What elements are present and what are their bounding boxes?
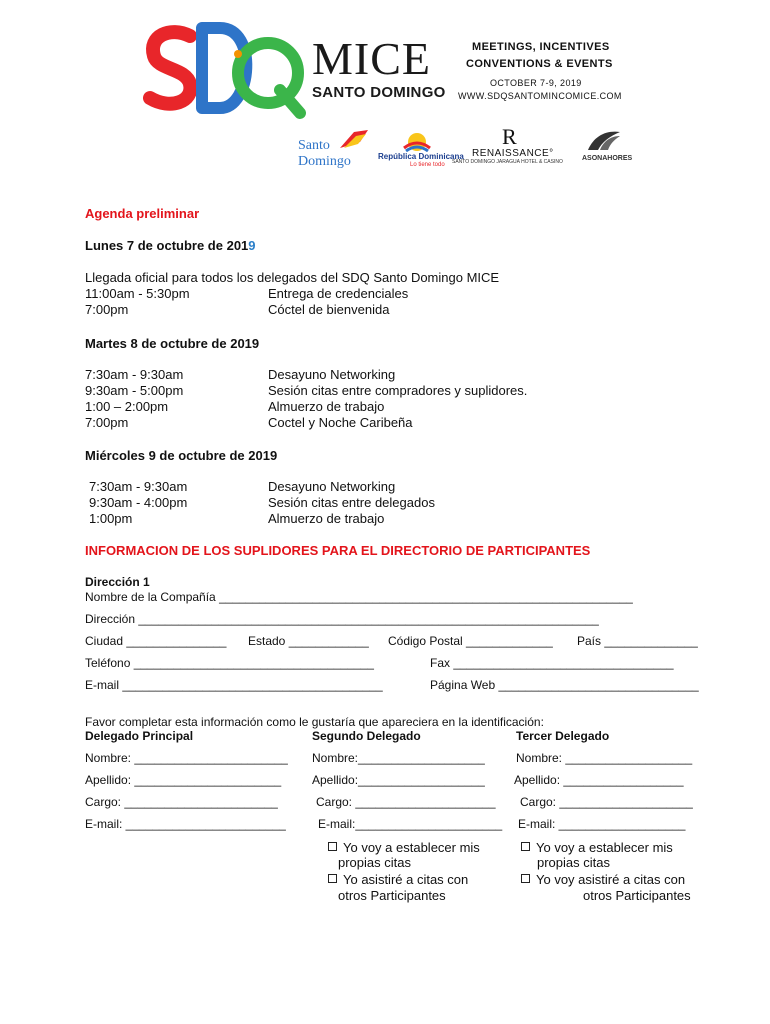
day2-event: Desayuno Networking (268, 367, 396, 382)
tagline-line-1: MEETINGS, INCENTIVES (472, 41, 610, 53)
website-field[interactable]: Página Web ______________________________ (430, 678, 699, 692)
delegate3-option-attend-appointments[interactable]: Yo voy asistiré a citas con (521, 872, 685, 887)
day3-event: Almuerzo de trabajo (268, 511, 385, 526)
santo-domingo-text-2: Domingo (298, 154, 351, 169)
checkbox-icon[interactable] (521, 874, 530, 883)
event-website: WWW.SDQSANTOMINCOMICE.COM (458, 91, 622, 101)
day3-time: 9:30am - 4:00pm (89, 495, 188, 510)
agenda-title: Agenda preliminar (85, 206, 200, 221)
day1-time: 7:00pm (85, 302, 129, 317)
delegate3-role-field[interactable]: Cargo: ____________________ (520, 795, 693, 809)
delegate1-name-field[interactable]: Nombre: _______________________ (85, 751, 288, 765)
delegate3-option-attend-appointments-cont: otros Participantes (583, 888, 691, 903)
day2-time: 7:00pm (85, 415, 129, 430)
delegate1-role-field[interactable]: Cargo: _______________________ (85, 795, 278, 809)
company-field[interactable]: Nombre de la Compañía ______________________________________________________________ (85, 590, 633, 604)
delegate3-option-own-appointments[interactable]: Yo voy a establecer mis (521, 840, 673, 855)
renaissance-mark: R (502, 124, 517, 149)
checkbox-icon[interactable] (328, 874, 337, 883)
delegate2-name-field[interactable]: Nombre:___________________ (312, 751, 485, 765)
day3-event: Desayuno Networking (268, 479, 396, 494)
day2-time: 9:30am - 5:00pm (85, 383, 184, 398)
delegate3-name-field[interactable]: Nombre: ___________________ (516, 751, 693, 765)
day2-heading: Martes 8 de octubre de 2019 (85, 336, 260, 351)
delegate2-email-field[interactable]: E-mail:______________________ (318, 817, 503, 831)
country-field[interactable]: País ______________ (577, 634, 698, 648)
renaissance-text: RENAISSANCE° (472, 148, 554, 159)
day2-event: Coctel y Noche Caribeña (268, 415, 413, 430)
event-dates: OCTOBER 7-9, 2019 (490, 78, 582, 88)
rd-slogan: Lo tiene todo (410, 162, 445, 168)
delegate-principal-title: Delegado Principal (85, 729, 194, 743)
day3-time: 1:00pm (89, 511, 133, 526)
brand-title: MICE (312, 33, 431, 84)
day1-event: Entrega de credenciales (268, 286, 409, 301)
santo-domingo-flag-icon (338, 128, 370, 150)
renaissance-subtext: SANTO DOMINGO JARAGUA HOTEL & CASINO (452, 159, 563, 165)
delegate2-option-attend-appointments[interactable]: Yo asistiré a citas con (328, 872, 468, 887)
day1-intro: Llegada oficial para todos los delegados del SDQ Santo Domingo MICE (85, 270, 500, 285)
day1-event: Cóctel de bienvenida (268, 302, 390, 317)
delegate2-option-own-appointments-cont: propias citas (338, 855, 411, 870)
day2-time: 7:30am - 9:30am (85, 367, 184, 382)
phone-field[interactable]: Teléfono ____________________________________ (85, 656, 374, 670)
delegate1-lastname-field[interactable]: Apellido: ______________________ (85, 773, 282, 787)
brand-subtitle: SANTO DOMINGO (312, 84, 446, 101)
rd-text: República Dominicana (378, 152, 464, 161)
asonahores-text: ASONAHORES (582, 155, 633, 162)
asonahores-waves-icon (586, 128, 622, 152)
day3-heading: Miércoles 9 de octubre de 2019 (85, 448, 278, 463)
state-field[interactable]: Estado ____________ (248, 634, 369, 648)
postal-code-field[interactable]: Código Postal _____________ (388, 634, 553, 648)
delegate3-email-field[interactable]: E-mail: ___________________ (518, 817, 686, 831)
delegate-third-title: Tercer Delegado (516, 729, 610, 743)
checkbox-icon[interactable] (328, 842, 337, 851)
directory-title: INFORMACION DE LOS SUPLIDORES PARA EL DIRECTORIO DE PARTICIPANTES (85, 543, 591, 558)
delegate3-lastname-field[interactable]: Apellido: __________________ (514, 773, 684, 787)
day2-event: Sesión citas entre compradores y suplidores. (268, 383, 528, 398)
city-field[interactable]: Ciudad _______________ (85, 634, 227, 648)
day1-heading: Lunes 7 de octubre de 2019 (85, 238, 256, 253)
sdq-logo (140, 18, 310, 123)
day1-time: 11:00am - 5:30pm (85, 286, 190, 301)
logo-s-shape (150, 32, 190, 104)
delegate2-option-attend-appointments-cont: otros Participantes (338, 888, 446, 903)
day2-time: 1:00 – 2:00pm (85, 399, 169, 414)
delegate2-lastname-field[interactable]: Apellido:___________________ (312, 773, 485, 787)
day3-time: 7:30am - 9:30am (89, 479, 188, 494)
tagline-line-2: CONVENTIONS & EVENTS (466, 58, 613, 70)
fax-field[interactable]: Fax _________________________________ (430, 656, 674, 670)
day3-event: Sesión citas entre delegados (268, 495, 435, 510)
sun-icon (400, 130, 434, 152)
checkbox-icon[interactable] (521, 842, 530, 851)
delegate2-role-field[interactable]: Cargo: _____________________ (316, 795, 496, 809)
santo-domingo-text-1: Santo (298, 138, 330, 153)
delegate3-option-own-appointments-cont: propias citas (537, 855, 610, 870)
delegate-second-title: Segundo Delegado (312, 729, 421, 743)
delegate1-email-field[interactable]: E-mail: ________________________ (85, 817, 286, 831)
delegate2-option-own-appointments[interactable]: Yo voy a establecer mis (328, 840, 480, 855)
day2-event: Almuerzo de trabajo (268, 399, 385, 414)
email-field[interactable]: E-mail _______________________________________ (85, 678, 383, 692)
address-heading: Dirección 1 (85, 575, 150, 589)
address-field[interactable]: Dirección _____________________________________________________________________ (85, 612, 599, 626)
delegates-intro: Favor completar esta información como le gustaría que apareciera en la identificación: (85, 715, 544, 729)
